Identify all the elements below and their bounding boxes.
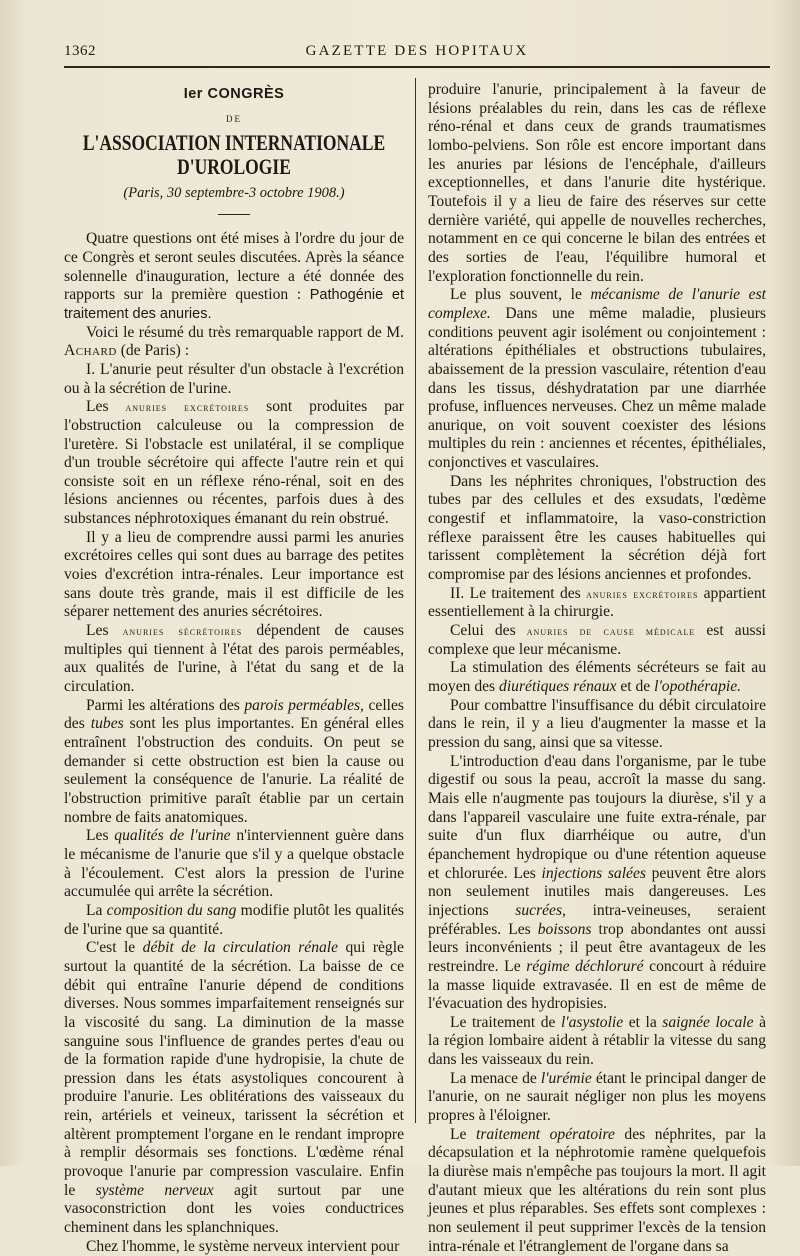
paragraph: Celui des anuries de cause médicale est aussi complexe que leur mécanisme. [428, 622, 766, 658]
paragraph: Il y a lieu de comprendre aussi parmi les anuries excrétoires celles qui sont dues au barrage des petites voies d'excrétion intra-rénales. Leur importance est sans doute très grande, mais il est difficile de les séparer nettement des anuries sécrétoires. [64, 528, 404, 621]
paragraph: Parmi les altérations des parois perméables, celles des tubes sont les plus importantes. En général elles entraînent l'obstruction des conduits. On peut se demander si cette obstruction est bien la cause ou seulement la conséquence de l'anurie. La réalité de l'obstruction primitive paraît établie par un certain nombre de faits anatomiques. [64, 696, 404, 826]
paragraph: Le traitement opératoire des néphrites, par la décapsulation et la néphrotomie ramène quelquefois la diurèse mais n'empêche pas toujours la mort. Il agit d'autant mieux que les altérations du rein sont plus jeunes et plus réparables. Ses effets sont complexes : non seulement il peut supprimer l'excès de la tension intra-rénale et l'étranglement de l'organe dans sa [428, 1125, 766, 1255]
header-rule [64, 66, 770, 68]
paragraph: L'introduction d'eau dans l'organisme, par le tube digestif ou sous la peau, accroît la masse du sang. Mais elle n'augmente pas toujours la diurèse, s'il y a dans l'appareil vasculaire une fuite extra-rénale, par suite d'un flux diarrhéique ou autre, d'un épanchement hydropique ou d'une rétention aqueuse et chlorurée. Les injections salées peuvent être alors non seulement inutiles mais dangereuses. Les injections sucrées, intra-veineuses, seraient préférables. Les boissons trop abondantes ont aussi leurs inconvénients ; il peut être avantageux de les restreindre. Le régime déchloruré concourt à réduire la masse liquide extravasée. Il en est de même de l'évacuation des hydropisies. [428, 752, 767, 1013]
paragraph: Le plus souvent, le mécanisme de l'anurie est complexe. Dans une même maladie, plusieurs conditions peuvent agir isolément ou conjointement : altérations épithéliales et obstructions tubulaires, abaissement de la pression vasculaire, rétention d'eau dans les tissus, déshydratation par une diarrhée profuse, influences nerveuses. Chez un même malade anurique, on voit souvent coexister des lésions multiples du rein : anciennes et récentes, épithéliales, conjonctives et vasculaires. [428, 286, 766, 472]
paragraph: Chez l'homme, le système nerveux intervient pour [86, 1237, 400, 1255]
association-heading: L'ASSOCIATION INTERNATIONALE D'UROLOGIE [82, 130, 386, 179]
paragraph: produire l'anurie, principalement à la faveur de lésions préalables du rein, dans les cas de réflexe réno-rénal et dans ceux de grands traumatismes lombo-pelviens. Son rôle est encore important dans les anuries par lésions de l'encéphale, d'ailleurs exceptionnelles, et dans l'anurie dite hystérique. Toutefois il y a lieu de faire des réserves sur cette dernière variété, qui appelle de nouvelles recherches, notamment en ce qui concerne le bilan des entrées et des sorties de l'eau, l'équilibre humoral et l'exploration fonctionnelle du rein. [428, 81, 766, 285]
paragraph: Les anuries excrétoires sont produites par l'obstruction calculeuse ou la compression de l'uretère. Si l'obstacle est unilatéral, il se complique d'un trouble sécrétoire qui affecte l'autre rein et qui consiste soit en un réflexe réno-rénal, soit en des lésions anciennes ou récentes, parfois dues à des substances néphrotoxiques émanant du rein obstrué. [64, 398, 404, 528]
section-rule [218, 214, 250, 215]
term: anuries sécrétoires [122, 624, 243, 639]
congress-heading-de: DE [226, 113, 242, 124]
right-column [428, 81, 766, 1256]
paragraph: II. Le traitement des anuries excrétoires appartient essentiellement à la chirurgie. [428, 584, 766, 621]
author-name: Achard [64, 342, 117, 360]
paragraph: C'est le débit de la circulation rénale qui règle surtout la quantité de la sécrétion. La baisse de ce débit qui entraîne l'anurie dépend de conditions diverses. Nous sommes imparfaitement renseignés sur la viscosité du sang. La diminution de la masse sanguine sous l'influence de grandes pertes d'eau ou de la formation rapide d'une hydropisie, la chute de pression dans les états asystoliques concourent à produire l'anurie. Les oblitérations des vaisseaux du rein, artériels et veineux, tarissent la sécrétion et altèrent promptement l'organe en le rendant impropre à remplir désormais ses fonctions. L'œdème rénal provoque l'anurie par compression vasculaire. Enfin le système nerveux agit surtout par une vasoconstriction dont les voies conductrices cheminent dans les splanchniques. [64, 939, 404, 1237]
place-dates: (Paris, 30 septembre-3 octobre 1908.) [123, 184, 345, 201]
paragraph: La composition du sang modifie plutôt les qualités de l'urine que sa quantité. [64, 901, 404, 938]
term: anuries excrétoires [586, 586, 699, 601]
paragraph: I. L'anurie peut résulter d'un obstacle à l'excrétion ou à la sécrétion de l'urine. [64, 360, 404, 397]
paragraph: La stimulation des éléments sécréteurs se fait au moyen des diurétiques rénaux et de l'opothérapie. [428, 659, 766, 695]
paragraph: Voici le résumé du très remarquable rapport de M. Achard (de Paris) : [64, 323, 404, 360]
paragraph: Les qualités de l'urine n'interviennent guère dans le mécanisme de l'anurie que s'il y a quelque obstacle à l'écoulement. C'est alors la pression de l'urine accumulée qui arrête la sécrétion. [64, 827, 404, 901]
left-column [64, 81, 404, 1256]
running-header [64, 40, 770, 64]
paragraph: Les anuries sécrétoires dépendent de causes multiples qui tiennent à l'état des parois perméables, aux qualités de l'urine, à l'état du sang et de la circulation. [64, 622, 404, 696]
column-divider [415, 78, 416, 1123]
congress-heading: Ier CONGRÈS [183, 86, 285, 102]
paragraph: Quatre questions ont été mises à l'ordre du jour de ce Congrès et seront seules discutées. Après la séance solennelle d'inauguration, lecture a été donnée des rapports sur la première question : Pathogénie et traitement des anuries. [64, 230, 404, 322]
topic-label: Pathogénie et traitement des anuries. [64, 287, 404, 322]
term: anuries excrétoires [125, 400, 250, 415]
paragraph: La menace de l'urémie étant le principal danger de l'anurie, on ne saurait négliger non plus les moyens propres à l'éloigner. [428, 1069, 766, 1125]
journal-title: GAZETTE DES HOPITAUX [305, 43, 529, 59]
paragraph: Le traitement de l'asystolie et la saignée locale à la région lombaire aident à rétablir la vitesse du sang dans les vaisseaux du rein. [428, 1013, 767, 1069]
paragraph: Pour combattre l'insuffisance du débit circulatoire dans le rein, il y a lieu d'augmenter la masse et la pression du sang, ainsi que sa vitesse. [428, 696, 766, 751]
page-number: 1362 [64, 43, 96, 59]
term: anuries de cause médicale [526, 624, 696, 639]
paragraph: Dans les néphrites chroniques, l'obstruction des tubes par des cellules et des exsudats, l'œdème congestif et inflammatoire, la vaso-constriction réflexe paraissent être les causes habituelles qui tarissent complètement la sécrétion déjà fort compromise par des lésions anciennes et profondes. [428, 472, 766, 584]
